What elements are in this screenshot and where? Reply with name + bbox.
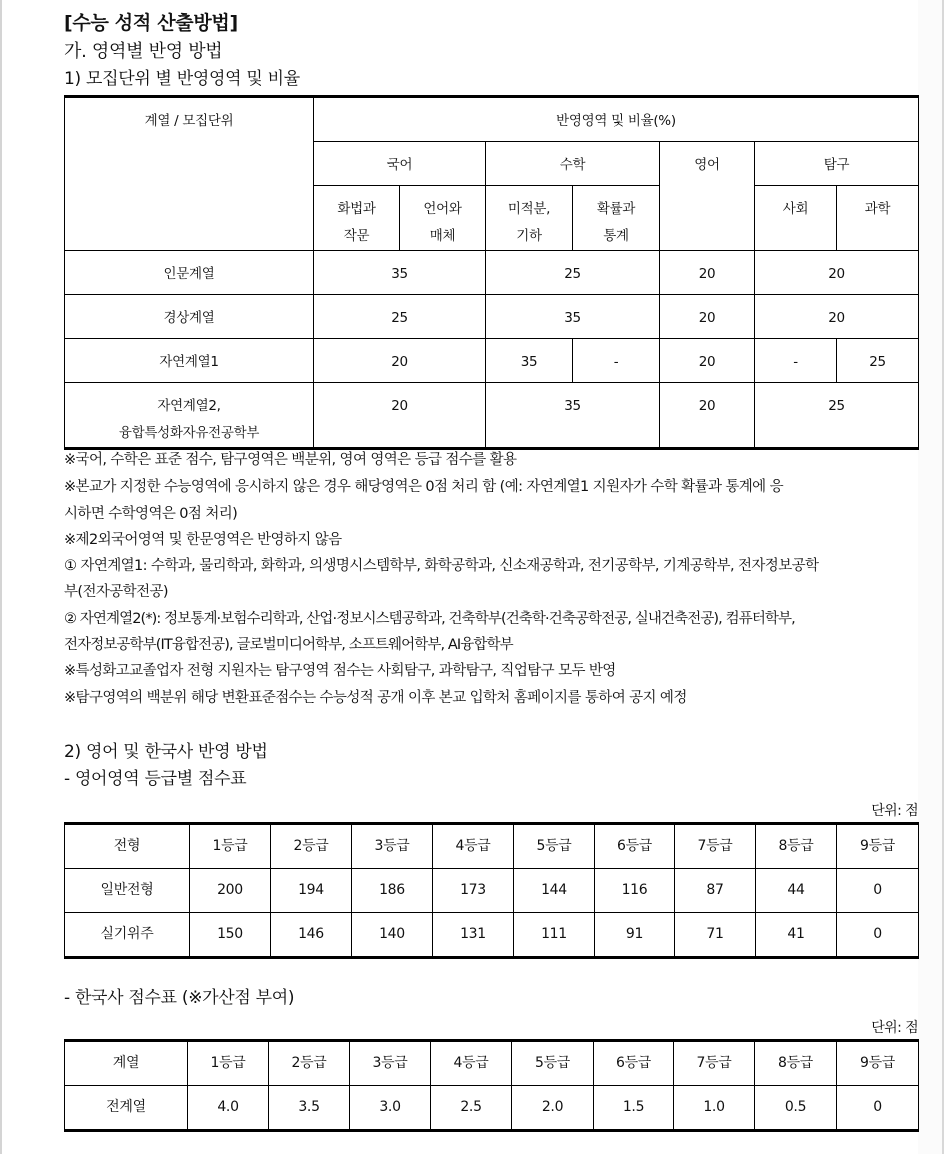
table-header-row: 계열 1등급 2등급 3등급 4등급 5등급 6등급 7등급 8등급 9등급: [65, 1041, 919, 1086]
row-unit: 자연계열2, 융합특성화자유전공학부: [65, 383, 314, 449]
note-percentile: ※탐구영역의 백분위 해당 변환표준점수는 수능성적 공개 이후 본교 입학처 홈페이지를 통하여 공지 예정: [64, 690, 687, 706]
header-science: 과학: [837, 186, 919, 251]
cell-science: 25: [837, 339, 919, 383]
table-row: [65, 251, 919, 295]
english-score-table: [64, 822, 919, 959]
note-natural2-cont: 전자정보공학부(IT융합전공), 글로벌미디어학부, 소프트웨어학부, AI융합학부: [64, 637, 513, 653]
header-korean-b: 언어와 매체: [400, 186, 486, 251]
note-score-types: ※국어, 수학은 표준 점수, 탐구영역은 백분위, 영여 영역은 등급 점수를 활용: [64, 452, 517, 468]
left-gutter: [0, 0, 2, 1154]
note-zero-score: ※본교가 지정한 수능영역에 응시하지 않은 경우 해당영역은 0점 처리 함 (예: 자연계열1 지원자가 수학 확률과 통계에 응: [64, 479, 784, 495]
header-unit: 계열 / 모집단위: [65, 97, 314, 251]
table-row: [65, 339, 919, 383]
row-unit: 인문계열: [65, 251, 314, 295]
cell-english: 20: [660, 383, 755, 449]
note-zero-score-cont: 시하면 수학영역은 0점 처리): [64, 506, 238, 522]
cell-korean: 20: [314, 339, 486, 383]
section-heading: 가. 영역별 반영 방법: [64, 41, 223, 62]
cell-inquiry: 25: [755, 383, 919, 449]
cell-math-b: -: [573, 339, 660, 383]
header-math: 수학: [486, 142, 660, 186]
table-header-row: [65, 97, 919, 142]
table-row: 실기위주 150 146 140 131 111 91 71 41 0: [65, 913, 919, 958]
cell-english: 20: [660, 295, 755, 339]
header-math-b: 확률과 통계: [573, 186, 660, 251]
subsection-heading: 1) 모집단위 별 반영영역 및 비율: [64, 69, 300, 89]
table-header-row: 전형 1등급 2등급 3등급 4등급 5등급 6등급 7등급 8등급 9등급: [65, 824, 919, 869]
header-inquiry: 탐구: [755, 142, 919, 186]
header-english: 영어: [660, 142, 755, 251]
note-natural2: ② 자연계열2(*): 정보통계·보험수리학과, 산업·정보시스템공학과, 건축학부(건축학·건축공학전공, 실내건축전공), 컴퓨터학부,: [64, 611, 795, 627]
table-row: 일반전형 200 194 186 173 144 116 87 44 0: [65, 869, 919, 913]
cell-social: -: [755, 339, 837, 383]
note-natural1: ① 자연계열1: 수학과, 물리학과, 화학과, 의생명시스템학부, 화학공학과, 신소재공학과, 전기공학부, 기계공학부, 전자정보공학: [64, 558, 819, 574]
history-unit-label: 단위: 점: [871, 1020, 918, 1036]
table-row: 전계열 4.0 3.5 3.0 2.5 2.0 1.5 1.0 0.5 0: [65, 1086, 919, 1131]
cell-math: 35: [486, 383, 660, 449]
header-social: 사회: [755, 186, 837, 251]
header-ratio: 반영영역 및 비율(%): [314, 97, 919, 142]
table-row: [65, 295, 919, 339]
page-title: [수능 성적 산출방법]: [64, 12, 238, 34]
subsection-heading-2: 2) 영어 및 한국사 반영 방법: [64, 742, 268, 762]
table-row: [65, 383, 919, 449]
right-margin: [918, 0, 944, 1154]
cell-korean: 20: [314, 383, 486, 449]
cell-english: 20: [660, 251, 755, 295]
ratio-table: [64, 95, 919, 450]
row-unit: 경상계열: [65, 295, 314, 339]
cell-math: 35: [486, 295, 660, 339]
header-korean-a: 화법과 작문: [314, 186, 400, 251]
note-excluded: ※제2외국어영역 및 한문영역은 반영하지 않음: [64, 532, 342, 548]
cell-korean: 35: [314, 251, 486, 295]
cell-inquiry: 20: [755, 295, 919, 339]
cell-math: 25: [486, 251, 660, 295]
note-vocational: ※특성화고교졸업자 전형 지원자는 탐구영역 점수는 사회탐구, 과학탐구, 직업탐구 모두 반영: [64, 663, 616, 679]
cell-korean: 25: [314, 295, 486, 339]
cell-inquiry: 20: [755, 251, 919, 295]
english-unit-label: 단위: 점: [871, 803, 918, 819]
row-unit: 자연계열1: [65, 339, 314, 383]
history-score-table: [64, 1039, 919, 1132]
english-table-caption: - 영어영역 등급별 점수표: [64, 769, 247, 789]
history-table-caption: - 한국사 점수표 (※가산점 부여): [64, 988, 295, 1008]
note-natural1-cont: 부(전자공학전공): [64, 584, 168, 600]
cell-math-a: 35: [486, 339, 573, 383]
cell-english: 20: [660, 339, 755, 383]
header-korean: 국어: [314, 142, 486, 186]
header-math-a: 미적분, 기하: [486, 186, 573, 251]
